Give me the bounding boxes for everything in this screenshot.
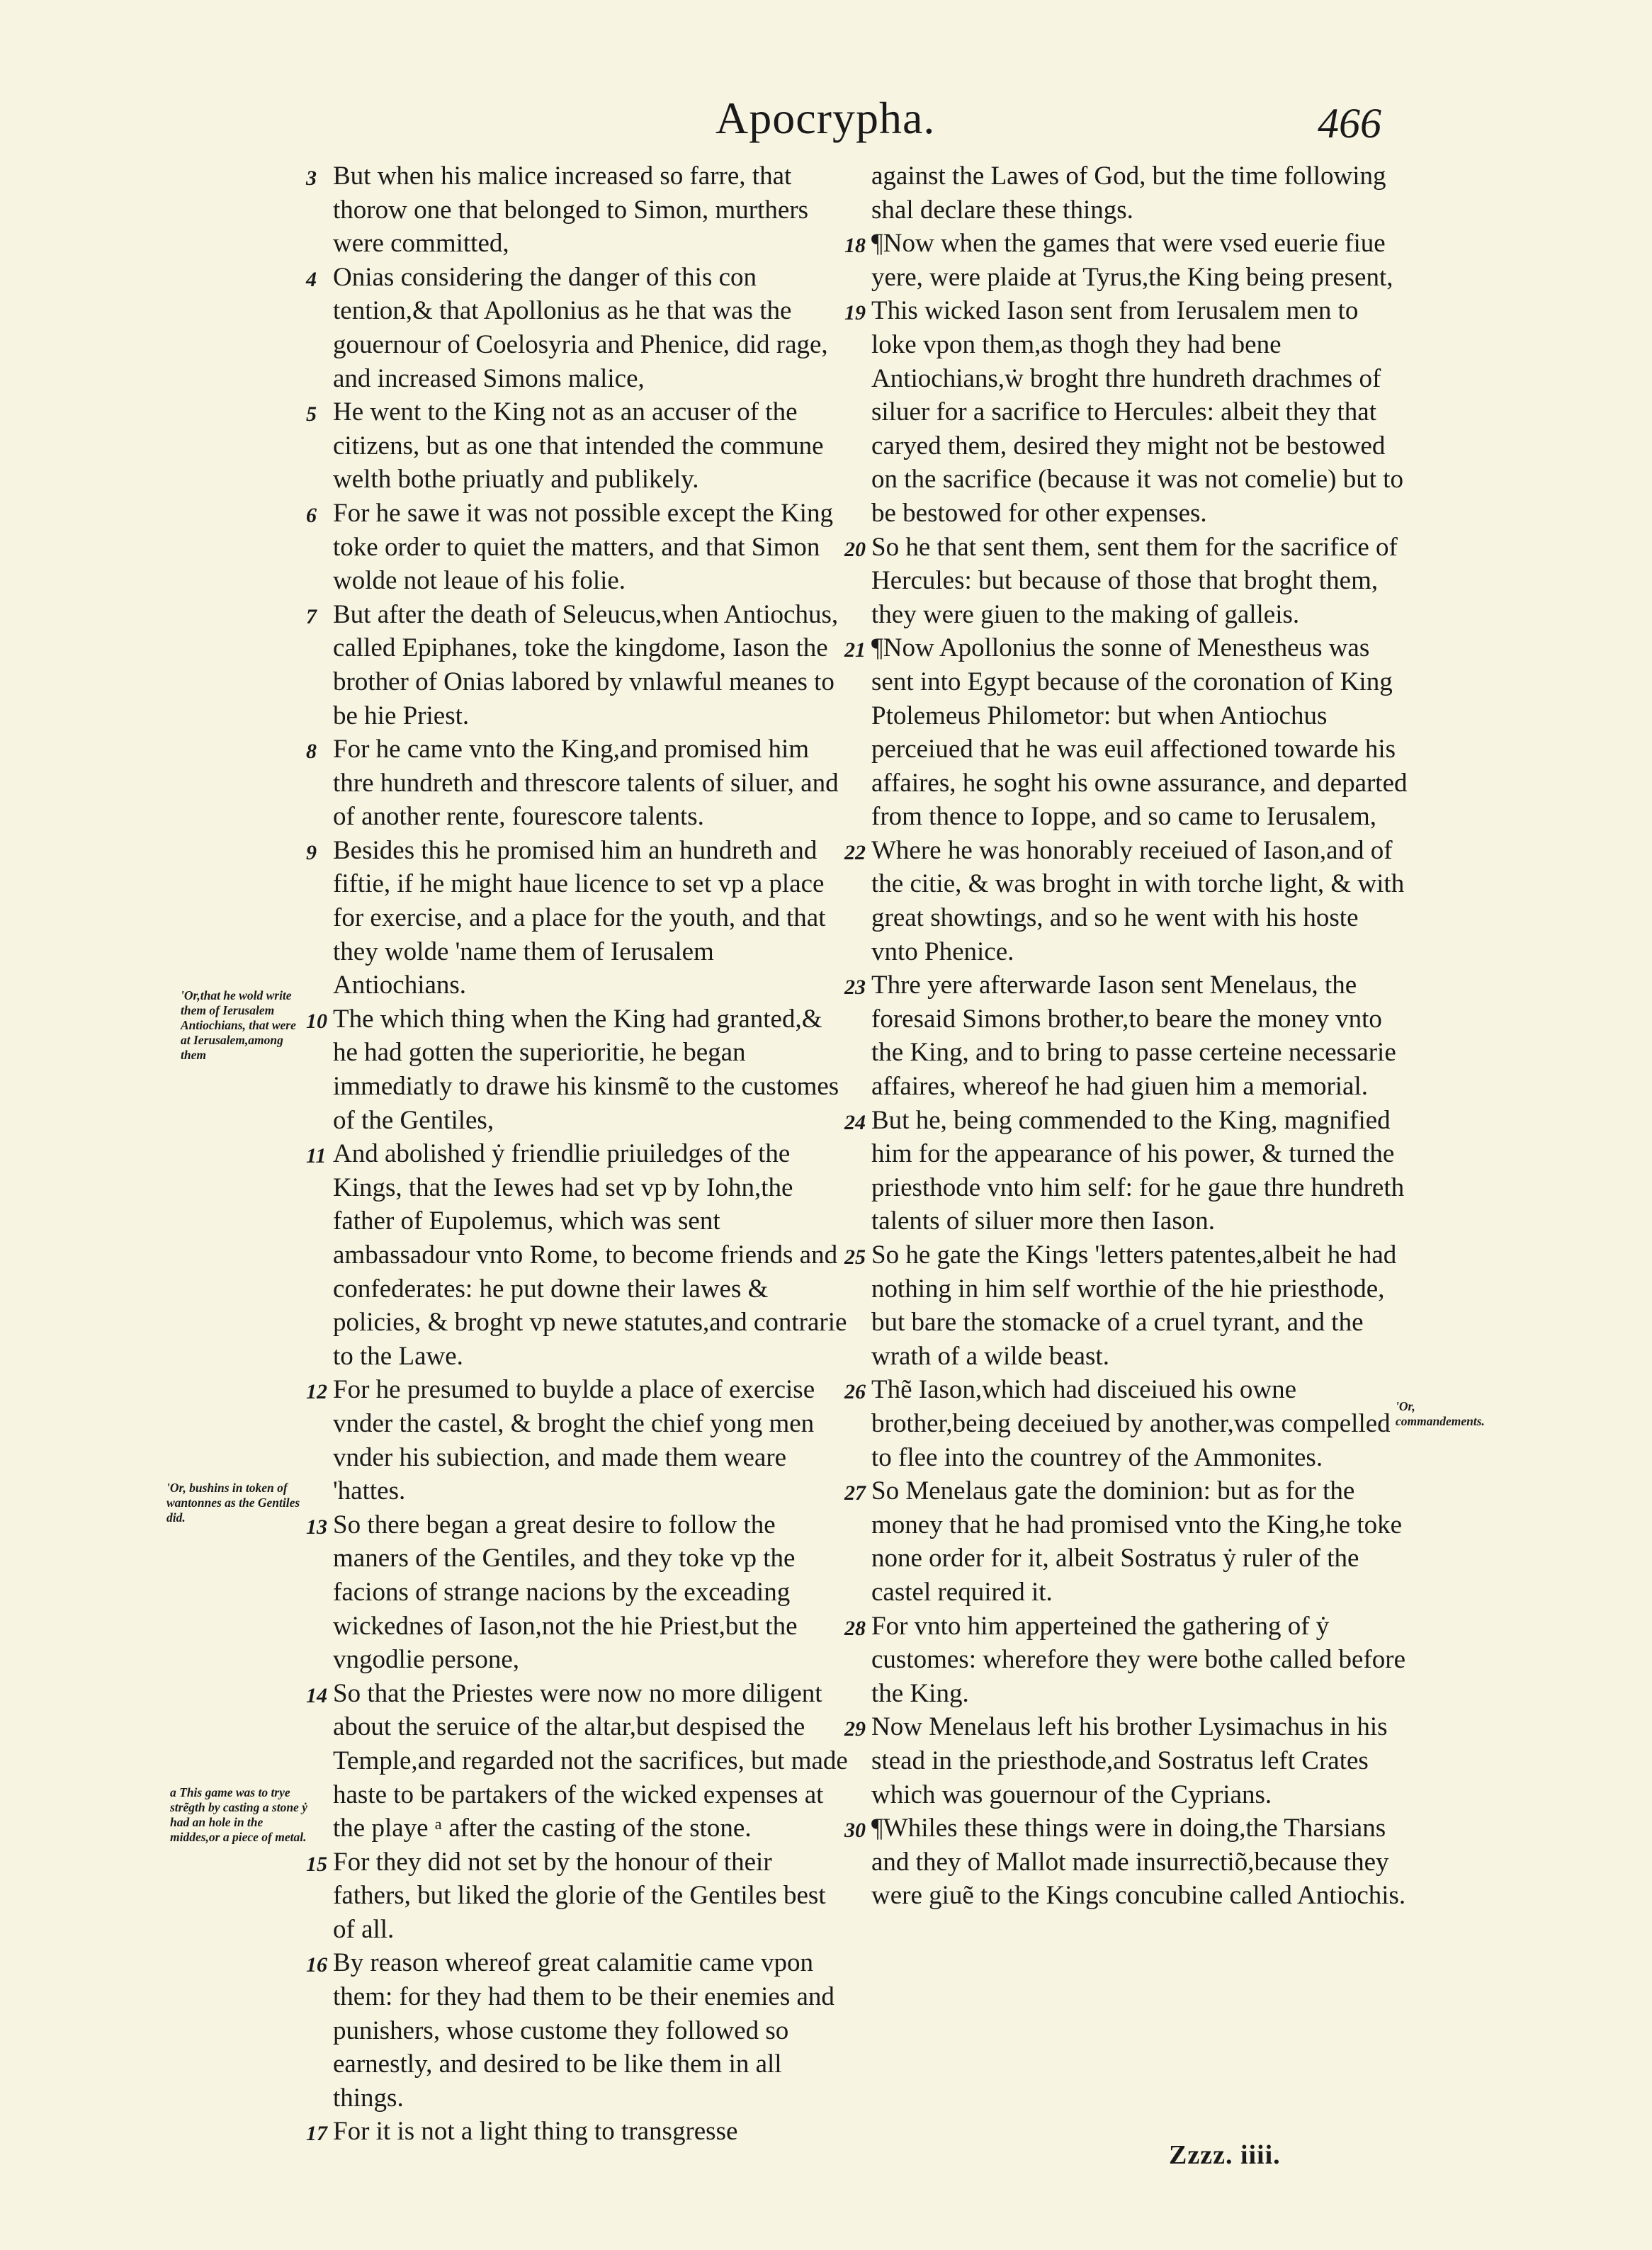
verse: 10 The which thing when the King had granted,& he had gotten the superioritie, he began immediatly to drawe his kinsmẽ to the customes of the Gentiles, <box>306 1004 839 1135</box>
verse: 15 For they did not set by the honour of their fathers, but liked the glorie of the Gentiles best of all. <box>306 1847 826 1944</box>
verse: 16 By reason whereof great calamitie came vpon them: for they had them to be their enemies and punishers, whose custome they followed so earnestly, and desired to be like them in all things. <box>306 1948 835 2113</box>
verse: 26 Thẽ Iason,which had disceiued his owne brother,being deceiued by another,was compelled to flee into the countrey of the Ammonites. <box>844 1375 1391 1472</box>
running-title: Apocrypha. <box>715 93 936 143</box>
verse: 17 For it is not a light thing to transgresse <box>306 2117 738 2147</box>
margin-note: 'Or,that he wold write them of Ierusalem Antiochians, that were at Ierusalem,among them <box>181 988 296 1062</box>
verse: 25 So he gate the Kings 'letters patentes,albeit he had nothing in him self worthie of the hie priesthode, but bare the stomacke of a cruel tyrant, and the wrath of a wilde beast. <box>844 1240 1397 1371</box>
verse: 9 Besides this he promised him an hundreth and fiftie, if he might haue licence to set vp a place for exercise, and a place for the youth, and that they wolde 'name them of Ierusalem Antiochians. <box>306 835 826 1000</box>
verse: 20 So he that sent them, sent them for the sacrifice of Hercules: but because of those that broght them, they were giuen to the making of galleis. <box>844 532 1398 629</box>
verse: 12 For he presumed to buylde a place of exercise vnder the castel, & broght the chief yong men vnder his subiection, and made them weare 'hattes. <box>306 1375 815 1506</box>
verse: 19 This wicked Iason sent from Ierusalem men to loke vpon them,as thogh they had bene Antiochians,ẇ broght thre hundreth drachmes of siluer for a sacrifice to Hercules: albeit they that caryed them, desired they might not be bestowed on the sacrifice (because it was not comelie) but to be bestowed for other expenses. <box>844 296 1404 528</box>
verse: 23 Thre yere afterwarde Iason sent Menelaus, the foresaid Simons brother,to beare the money vnto the King, and to bring to passe certeine necessarie affaires, whereof he had giuen him a memorial. <box>844 971 1396 1102</box>
page-number: 466 <box>1318 100 1381 147</box>
verse: 30 ¶Whiles these things were in doing,the Tharsians and they of Mallot made insurrectiõ,because they were giuẽ to the Kings concubine called Antiochis. <box>844 1814 1406 1911</box>
verse: 13 So there began a great desire to follow the maners of the Gentiles, and they toke vp the facions of strange nacions by the exceading wickednes of Iason,not the hie Priest,but the vngodlie persone, <box>306 1510 798 1675</box>
margin-note: a This game was to trye strẽgth by casting a stone ẏ had an hole in the middes,or a piece of metal. <box>170 1785 307 1844</box>
verse: 5 He went to the King not as an accuser of the citizens, but as one that intended the commune welth bothe priuatly and publikely. <box>306 397 824 494</box>
verse: 6 For he sawe it was not possible except the King toke order to quiet the matters, and that Simon wolde not leaue of his folie. <box>306 498 833 596</box>
signature-mark: Zzzz. iiii. <box>1169 2140 1281 2170</box>
verse: 24 But he, being commended to the King, magnified him for the appearance of his power, & turned the priesthode vnto him self: for he gaue thre hundreth talents of siluer more then Iason. <box>844 1105 1405 1236</box>
verse: against the Lawes of God, but the time following shal declare these things. <box>871 162 1386 225</box>
verse: 14 So that the Priestes were now no more diligent about the seruice of the altar,but despised the Temple,and regarded not the sacrifices, but made haste to be partakers of the wicked expenses at the playe ᵃ after the casting of the stone. <box>306 1678 848 1843</box>
margin-note: 'Or, bushins in token of wantonnes as the Gentiles did. <box>166 1481 300 1525</box>
margin-note: 'Or, commandements. <box>1396 1399 1485 1428</box>
verse: 7 But after the death of Seleucus,when Antiochus, called Epiphanes, toke the kingdome, Iason the brother of Onias labored by vnlawful meanes to be hie Priest. <box>306 599 839 730</box>
verse: 28 For vnto him apperteined the gathering of ẏ customes: wherefore they were bothe called before the King. <box>844 1611 1406 1708</box>
verse: 21 ¶Now Apollonius the sonne of Menestheus was sent into Egypt because of the coronation of King Ptolemeus Philometor: but when Antiochus perceiued that he was euil affectioned towarde his affaires, he soght his owne assurance, and departed from thence to Ioppe, and so came to Ierusalem, <box>844 633 1408 832</box>
verse: 3 But when his malice increased so farre, that thorow one that belonged to Simon, murthers were committed, <box>306 162 809 259</box>
verse: 27 So Menelaus gate the dominion: but as for the money that he had promised vnto the King,he toke none order for it, albeit Sostratus ẏ ruler of the castel required it. <box>844 1476 1403 1607</box>
verse: 22 Where he was honorably receiued of Iason,and of the citie, & was broght in with torche light, & with great showtings, and so he went with his hoste vnto Phenice. <box>844 835 1405 966</box>
left-column <box>305 159 850 2149</box>
right-column <box>843 159 1410 1913</box>
verse: 18 ¶Now when the games that were vsed euerie fiue yere, were plaide at Tyrus,the King being present, <box>844 229 1393 292</box>
verse: 29 Now Menelaus left his brother Lysimachus in his stead in the priesthode,and Sostratus left Crates which was gouernour of the Cyprians. <box>844 1712 1388 1809</box>
verse: 4 Onias considering the danger of this con tention,& that Apollonius as he that was the gouernour of Coelosyria and Phenice, did rage, and increased Simons malice, <box>306 262 828 393</box>
verse: 8 For he came vnto the King,and promised him thre hundreth and threscore talents of siluer, and of another rente, fourescore talents. <box>306 735 839 832</box>
verse: 11 And abolished ẏ friendlie priuiledges of the Kings, that the Iewes had set vp by Iohn,the father of Eupolemus, which was sent ambassadour vnto Rome, to become friends and confederates: he put downe their lawes & policies, & broght vp newe statutes,and contrarie to the Lawe. <box>306 1139 847 1371</box>
